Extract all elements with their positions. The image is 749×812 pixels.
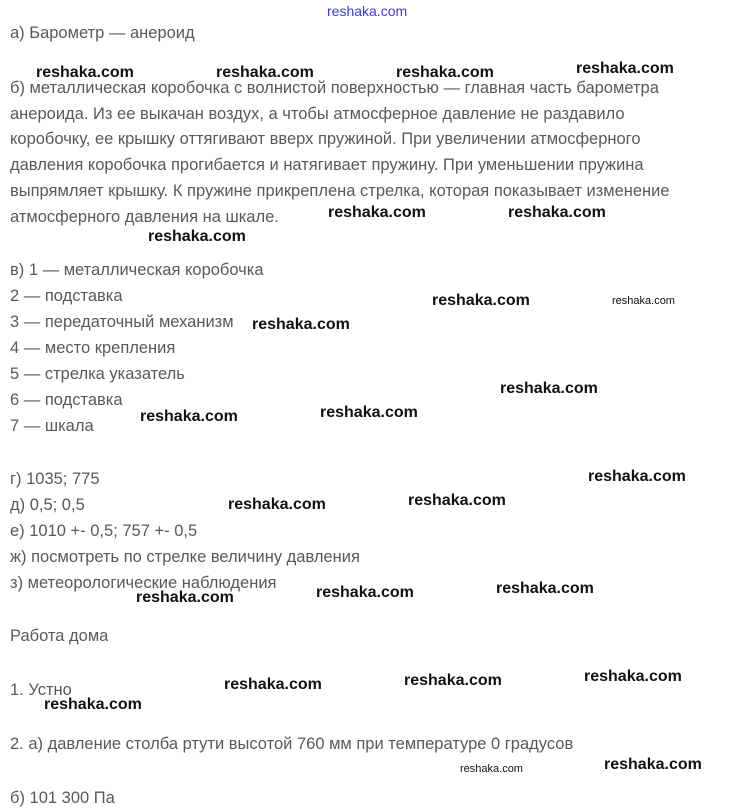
watermark: reshaka.com [148, 228, 246, 245]
answer-b-line-4: давления коробочка прогибается и натягивает пружину. При уменьшении пружина [10, 156, 644, 174]
answer-g: г) 1035; 775 [10, 470, 100, 488]
watermark: reshaka.com [316, 584, 414, 601]
answer-v-item-6: 6 — подставка [10, 391, 123, 409]
watermark: reshaka.com [584, 668, 682, 685]
answer-v-item-5: 5 — стрелка указатель [10, 365, 185, 383]
homework-item-2b: б) 101 300 Па [10, 789, 115, 807]
homework-heading: Работа дома [10, 627, 109, 645]
watermark: reshaka.com [404, 672, 502, 689]
answer-b-line-3: коробочку, ее крышку оттягивают вверх пружиной. При увеличении атмосферного [10, 130, 641, 148]
homework-item-2a: 2. а) давление столба ртути высотой 760 мм при температуре 0 градусов [10, 735, 574, 753]
watermark: reshaka.com [36, 64, 134, 81]
watermark: reshaka.com [432, 292, 530, 309]
watermark: reshaka.com [496, 580, 594, 597]
watermark: reshaka.com [320, 404, 418, 421]
answer-v-item-4: 4 — место крепления [10, 339, 176, 357]
watermark: reshaka.com [216, 64, 314, 81]
watermark: reshaka.com [604, 756, 702, 773]
watermark: reshaka.com [224, 676, 322, 693]
watermark: reshaka.com [588, 468, 686, 485]
watermark: reshaka.com [508, 204, 606, 221]
watermark: reshaka.com [44, 696, 142, 713]
watermark: reshaka.com [140, 408, 238, 425]
answer-z: з) метеорологические наблюдения [10, 574, 277, 592]
answer-b-line-6: атмосферного давления на шкале. [10, 208, 279, 226]
watermark: reshaka.com [228, 496, 326, 513]
answer-v-item-7: 7 — шкала [10, 417, 94, 435]
answer-b-line-1: б) металлическая коробочка с волнистой поверхностью — главная часть барометра [10, 79, 659, 97]
watermark-small: reshaka.com [460, 763, 523, 775]
answer-e: е) 1010 +- 0,5; 757 +- 0,5 [10, 522, 198, 540]
watermark-small: reshaka.com [612, 295, 675, 307]
answer-v-item-1: в) 1 — металлическая коробочка [10, 261, 264, 279]
answer-d: д) 0,5; 0,5 [10, 496, 85, 514]
answer-v-item-2: 2 — подставка [10, 287, 123, 305]
watermark: reshaka.com [328, 204, 426, 221]
answer-v-item-3: 3 — передаточный механизм [10, 313, 234, 331]
watermark-top: reshaka.com [327, 3, 408, 19]
watermark: reshaka.com [396, 64, 494, 81]
watermark: reshaka.com [408, 492, 506, 509]
homework-item-1: 1. Устно [10, 681, 72, 699]
watermark: reshaka.com [136, 589, 234, 606]
answer-zh: ж) посмотреть по стрелке величину давления [10, 548, 360, 566]
answer-b-line-2: анероида. Из ее выкачан воздух, а чтобы атмосферное давление не раздавило [10, 105, 625, 123]
answer-a: а) Барометр — анероид [10, 24, 195, 42]
watermark: reshaka.com [576, 60, 674, 77]
answer-b-line-5: выпрямляет крышку. К пружине прикреплена стрелка, которая показывает изменение [10, 182, 670, 200]
watermark: reshaka.com [252, 316, 350, 333]
watermark: reshaka.com [500, 380, 598, 397]
